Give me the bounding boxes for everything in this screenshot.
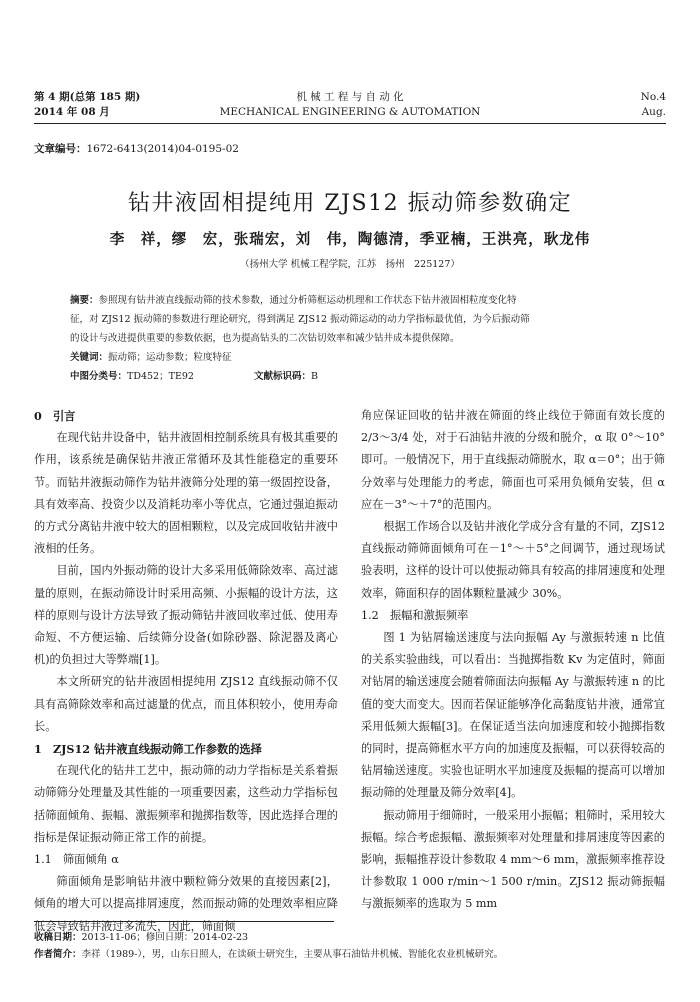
- footnote: [34, 929, 666, 963]
- paragraph: 角应保证回收的钻井液在筛面的终止线位于筛面有效长度的 2/3～3/4 处，对于石油钻井液的分级和脱介，α 取 0°～10°即可。一般情况下，用于直线振动筛脱水，取 α＝0°；出于筛分效率与处理能力的考虑，筛面也可采用负倾角安装，但 α 应在－3°～＋7°的范围内。: [361, 409, 665, 511]
- paragraph: 在现代钻井设备中，钻井液固相控制系统具有极其重要的作用，该系统是确保钻井液正常循环及其性能稳定的重要环节。而钻井液振动筛作为钻井液筛分处理的第一级固控设备，具有效率高、投资少以及消耗功率小等优点，它通过强迫振动的方式分离钻井液中较大的固相颗粒，以及完成回收钻井液中液相的任务。: [34, 431, 338, 556]
- clc-label: 中图分类号：: [70, 371, 128, 382]
- running-header-right: [641, 90, 666, 120]
- subsection-heading-1-1: 1.1 筛面倾角 α: [34, 853, 119, 867]
- article-id-value: 1672-6413(2014)04-0195-02: [86, 143, 239, 155]
- keywords-label: 关键词：: [70, 352, 109, 363]
- keywords: [70, 348, 645, 367]
- issue-number: 第 4 期(总第 185 期): [34, 91, 141, 103]
- author-list: 李 祥，缪 宏，张瑞宏，刘 伟，陶德清，季亚楠，王洪亮，耿龙伟: [109, 231, 591, 248]
- body-column-right: [361, 405, 665, 916]
- classification: [70, 367, 645, 386]
- subsection-heading-1-2: 1.2 振幅和激振频率: [361, 608, 469, 622]
- journal-name-en: MECHANICAL ENGINEERING & AUTOMATION: [219, 106, 481, 118]
- body-column-left: [34, 405, 338, 938]
- abstract-line-1: [70, 291, 645, 310]
- affiliation: （扬州大学 机械工程学院，江苏 扬州 225127）: [240, 259, 460, 270]
- journal-name-cn: 机 械 工 程 与 自 动 化: [296, 91, 404, 103]
- abstract: [70, 291, 645, 386]
- paragraph: 振动筛用于细筛时，一般采用小振幅；粗筛时，采用较大振幅。综合考虑振幅、激振频率对处理量和排屑速度等因素的影响，振幅推荐设计参数取 4 mm～6 mm，激振频率推荐设计参数取 1 000 r/min～1 500 r/min。ZJS12 振动筛振幅与激振频率的选取为 5 mm: [361, 808, 665, 911]
- received-label: 收稿日期：: [34, 932, 82, 943]
- article-id: [34, 141, 239, 156]
- paragraph: 筛面倾角是影响钻井液中颗粒筛分效果的直接因素[2]，倾角的增大可以提高排屑速度，然而振动筛的处理效率相应降低会导致钻井液过多流失，因此，筛面倾: [34, 875, 338, 933]
- received-date: [34, 929, 666, 946]
- section-heading-0: 0 引言: [34, 409, 76, 423]
- running-header-center: [0, 90, 700, 120]
- doc-code-value: B: [310, 371, 318, 382]
- issue-month-en: Aug.: [641, 106, 666, 118]
- author-bio-label: 作者简介：: [34, 949, 82, 960]
- abstract-text-1: 参照现有钻井液直线振动筛的技术参数，通过分析筛框运动机理和工作状态下钻井液固相粒度变化特: [98, 295, 517, 306]
- paragraph: 目前，国内外振动筛的设计大多采用低筛除效率、高过滤量的原则，在振动筛设计时采用高频、小振幅的设计方法，这样的原则与设计方法导致了振动筛钻井液回收率过低、使用寿命短、不方便运输、后续筛分设备(如除砂器、除泥器及离心机)的负担过大等弊端[1]。: [34, 564, 338, 667]
- footnote-rule: [34, 921, 334, 922]
- author-bio: [34, 946, 666, 963]
- author-bio-value: 李祥（1989-），男，山东日照人，在读硕士研究生，主要从事石油钻井机械、智能化农业机械研究。: [81, 949, 504, 960]
- issue-no-en: No.4: [640, 91, 666, 103]
- keywords-value: 振动筛；运动参数；粒度特征: [108, 352, 232, 363]
- paper-title: 钻井液固相提纯用 ZJS12 振动筛参数确定: [127, 191, 573, 216]
- received-value: 2013-11-06；修回日期：2014-02-23: [81, 932, 249, 943]
- paragraph: 本文所研究的钻井液固相提纯用 ZJS12 直线振动筛不仅具有高筛除效率和高过滤量的优点，而且体积较小，使用寿命长。: [34, 675, 338, 733]
- paragraph: 在现代化的钻井工艺中，振动筛的动力学指标是关系着振动筛筛分处理量及其性能的一项重要因素，这些动力学指标包括筛面倾角、振幅、激振频率和抛掷指数等，因此选择合理的指标是保证振动筛正常工作的前提。: [34, 764, 338, 844]
- doc-code-label: 文献标识码：: [253, 371, 311, 382]
- issue-date: 2014 年 08 月: [34, 106, 110, 118]
- abstract-line-3: 的设计与改进提供重要的参数依据，也为提高钻头的二次钻切效率和减少钻井成本提供保障。: [70, 333, 460, 344]
- header-rule: [34, 123, 666, 124]
- clc-value: TD452；TE92: [127, 371, 194, 382]
- abstract-label: 摘要：: [70, 295, 99, 306]
- paragraph: 图 1 为钻屑输送速度与法向振幅 Ay 与激振转速 n 比值的关系实验曲线，可以看出：当抛掷指数 Kv 为定值时，筛面对钻屑的输送速度会随着筛面法向振幅 Ay 与激振转速 n 的比值的变大而变大。因而若保证能够净化高黏度钻井液，通常宜采用低频大振幅[3]。在保证适当法向加速度和较小抛掷指数的同时，提高筛框水平方向的加速度及振幅，可以获得较高的钻屑输送速度。实验也证明水平加速度及振幅的提高可以增加振动筛的处理量及筛分效率[4]。: [361, 631, 665, 800]
- abstract-line-2: 征，对 ZJS12 振动筛的参数进行理论研究，得到满足 ZJS12 振动筛运动的动力学指标最优值，为今后振动筛: [70, 314, 530, 325]
- article-id-label: 文章编号：: [34, 143, 87, 155]
- section-heading-1: 1 ZJS12 钻井液直线振动筛工作参数的选择: [34, 742, 262, 757]
- paragraph: 根据工作场合以及钻井液化学成分含有量的不同，ZJS12 直线振动筛筛面倾角可在－1°～＋5°之间调节，通过现场试验表明，这样的设计可以使振动筛具有较高的排屑速度和处理效率，筛面积存的固体颗粒量减少 30%。: [361, 520, 665, 600]
